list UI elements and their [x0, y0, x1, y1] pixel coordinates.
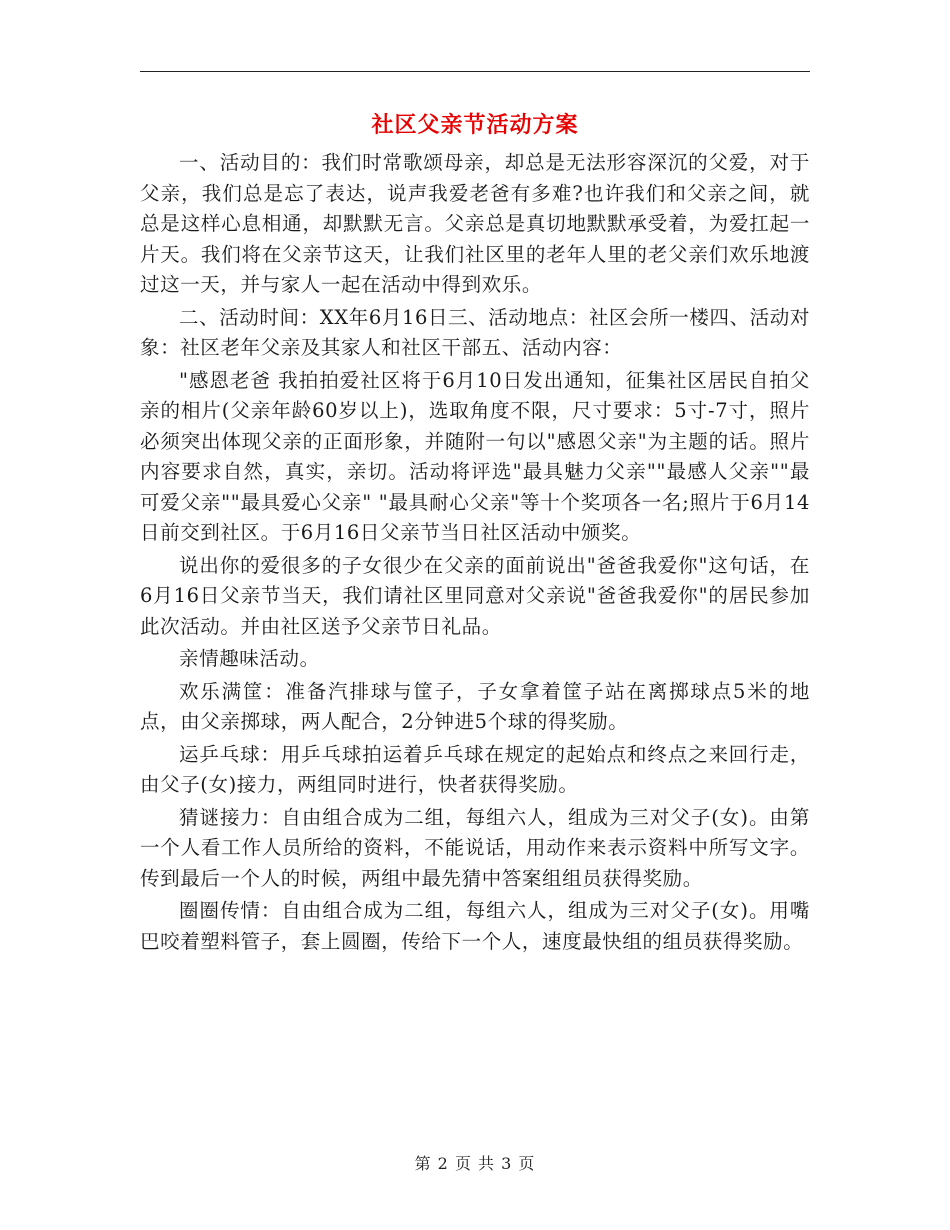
- header-rule: [140, 71, 810, 72]
- paragraph-time-place: 二、活动时间：XX年6月16日三、活动地点：社区会所一楼四、活动对象：社区老年父亲及其家人和社区干部五、活动内容：: [140, 305, 810, 359]
- paragraph-pingpong-game: 运乒乓球：用乒乓球拍运着乒乓球在规定的起始点和终点之来回行走，由父子(女)接力，两组同时进行，快者获得奖励。: [140, 742, 810, 796]
- paragraph-charade-relay: 猜谜接力：自由组合成为二组，每组六人，组成为三对父子(女)。由第一个人看工作人员所给的资料，不能说话，用动作来表示资料中所写文字。传到最后一个人的时候，两组中最先猜中答案组组员获得奖励。: [140, 805, 810, 890]
- document-title: 社区父亲节活动方案: [371, 112, 579, 138]
- paragraph-fun-activities: 亲情趣味活动。: [179, 647, 320, 670]
- paragraph-ring-relay: 圈圈传情：自由组合成为二组，每组六人，组成为三对父子(女)。用嘴巴咬着塑料管子，套上圆圈，传给下一个人，速度最快组的组员获得奖励。: [140, 899, 810, 953]
- paragraph-purpose: 一、活动目的：我们时常歌颂母亲，却总是无法形容深沉的父爱，对于父亲，我们总是忘了表达，说声我爱老爸有多难?也许我们和父亲之间，就总是这样心息相通，却默默无言。父亲总是真切地默默承受着，为爱扛起一片天。我们将在父亲节这天，让我们社区里的老年人里的老父亲们欢乐地渡过这一天，并与家人一起在活动中得到欢乐。: [140, 151, 810, 296]
- paragraph-say-love: 说出你的爱很多的子女很少在父亲的面前说出"爸爸我爱你"这句话，在6月16日父亲节当天，我们请社区里同意对父亲说"爸爸我爱你"的居民参加此次活动。并由社区送予父亲节日礼品。: [140, 553, 810, 638]
- paragraph-photo-contest: "感恩老爸 我拍拍爱社区将于6月10日发出通知，征集社区居民自拍父亲的相片(父亲年龄60岁以上)，选取角度不限，尺寸要求：5寸-7寸，照片必须突出体现父亲的正面形象，并随附一句以"感恩父亲"为主题的话。照片内容要求自然，真实，亲切。活动将评选"最具魅力父亲""最感人父亲""最可爱父亲""最具爱心父亲" "最具耐心父亲"等十个奖项各一名;照片于6月14日前交到社区。于6月16日父亲节当日社区活动中颁奖。: [140, 368, 810, 544]
- document-body: [140, 148, 810, 959]
- paragraph-basket-game: 欢乐满筐：准备汽排球与筐子，子女拿着筐子站在离掷球点5米的地点，由父亲掷球，两人配合，2分钟进5个球的得奖励。: [140, 679, 810, 733]
- page-number: 第 2 页 共 3 页: [414, 1154, 536, 1173]
